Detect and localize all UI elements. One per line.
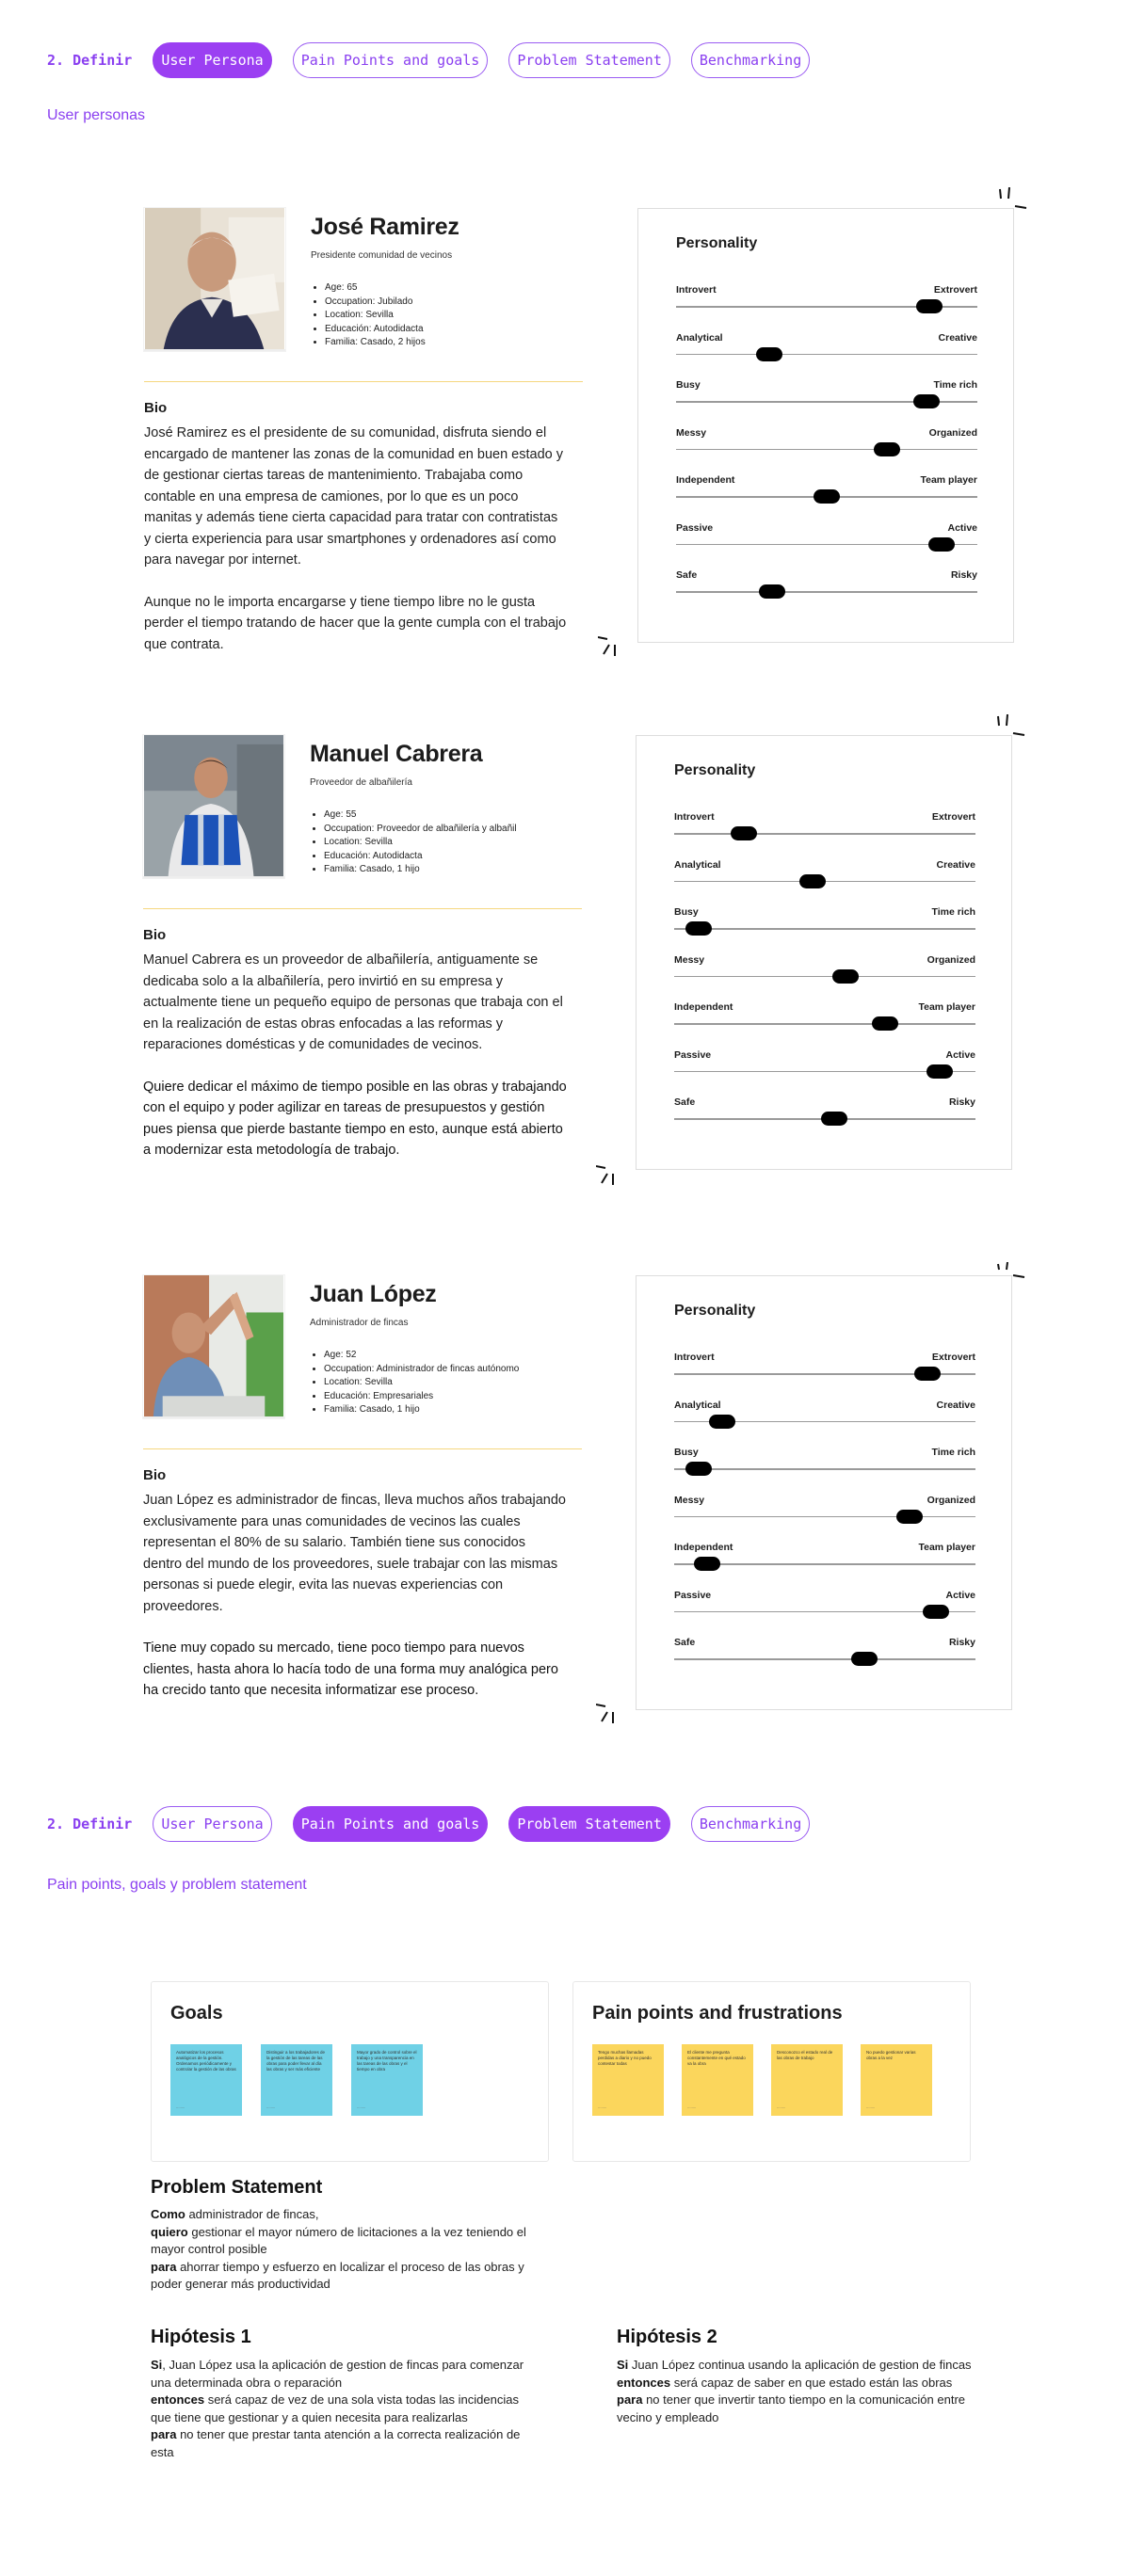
sticky-note	[682, 2044, 753, 2116]
pain-points-board	[572, 1981, 971, 2162]
trait-slider	[676, 284, 977, 312]
trait-track	[674, 976, 975, 978]
note-footer: ········	[687, 2106, 697, 2110]
persona-name: José Ramirez	[311, 214, 459, 240]
tab-user-persona[interactable]: User Persona	[153, 42, 271, 78]
sticky-note	[170, 2044, 242, 2116]
trait-left-label: Messy	[676, 426, 707, 439]
trait-knob	[814, 489, 840, 504]
trait-slider	[674, 859, 975, 888]
trait-knob	[685, 1462, 712, 1476]
spark-decoration	[598, 632, 636, 669]
trait-right-label: Time rich	[931, 906, 975, 918]
goals-board	[151, 1981, 549, 2162]
hypothesis-1-text	[151, 2357, 527, 2461]
trait-left-label: Busy	[676, 379, 701, 391]
note-text: El cliente me pregunta constantemente en qué estado va la obra	[687, 2050, 746, 2066]
trait-left-label: Safe	[674, 1637, 696, 1648]
sticky-note	[261, 2044, 332, 2116]
persona-role: Proveedor de albañilería	[310, 777, 412, 788]
personality-panel	[636, 735, 1012, 1170]
personality-title: Personality	[674, 1303, 756, 1319]
trait-knob	[916, 299, 943, 313]
trait-slider	[674, 1495, 975, 1523]
bio-text	[143, 950, 567, 1161]
note-text: Desconozco el estado real de las obras de trabajo	[777, 2050, 833, 2060]
personality-title: Personality	[676, 235, 758, 251]
trait-slider	[676, 474, 977, 503]
trait-slider	[676, 522, 977, 551]
note-text: Mayor grado de control sobre el trabajo y una transparencia en las tareas de las obras y el tiempo en obra	[357, 2050, 417, 2072]
spark-decoration	[596, 1160, 634, 1198]
trait-slider	[674, 1001, 975, 1030]
trait-left-label: Independent	[676, 474, 735, 486]
tab-user-persona[interactable]: User Persona	[153, 1806, 271, 1842]
keyword: para	[151, 2259, 177, 2274]
statement-part: no tener que invertir tanto tiempo en la comunicación entre vecino y empleado	[617, 2392, 966, 2424]
persona-role: Presidente comunidad de vecinos	[311, 250, 453, 261]
trait-slider	[674, 1447, 975, 1475]
trait-left-label: Analytical	[674, 1399, 721, 1411]
note-footer: ········	[176, 2106, 185, 2110]
persona-facts	[325, 281, 426, 350]
trait-knob	[694, 1557, 720, 1571]
trait-track	[674, 1023, 975, 1025]
trait-right-label: Creative	[936, 1399, 975, 1411]
trait-knob	[799, 874, 826, 888]
bio-paragraph: Juan López es administrador de fincas, lleva muchos años trabajando exclusivamente para unas comunidades de vecinos las cuales representan el 80% de su salario. También tiene sus conocidos dentro del mundo de los proveedores, suele trabajar con las mismas personas si puede elegir, evita las nuevas experiencias con proveedores.	[143, 1493, 566, 1614]
nav-bar-top	[47, 42, 830, 78]
trait-knob	[896, 1510, 923, 1524]
trait-left-label: Independent	[674, 1001, 733, 1013]
trait-knob	[731, 826, 757, 840]
divider	[143, 1448, 582, 1449]
sticky-note	[771, 2044, 843, 2116]
trait-knob	[923, 1605, 949, 1619]
bio-paragraph: José Ramirez es el presidente de su comunidad, disfruta siendo el encargado de mantener las zonas de la comunidad en buen estado y de gestionar ciertas tareas de mantenimiento. Trabajaba como contable en una empresa de camiones, por lo que es un poco manitas y además tiene cierta capacidad para tratar con contratistas y cierta experiencia para usar smartphones y ordenadores así como para navegar por internet.	[144, 425, 563, 568]
trait-knob	[928, 537, 955, 552]
keyword: Si	[151, 2358, 163, 2372]
persona-role: Administrador de fincas	[310, 1318, 409, 1328]
hypothesis-2-text	[617, 2357, 993, 2426]
trait-slider	[676, 569, 977, 598]
bio-heading: Bio	[143, 927, 167, 943]
trait-slider	[674, 811, 975, 840]
avatar	[143, 735, 284, 878]
trait-left-label: Busy	[674, 1447, 699, 1458]
fact-item: • Occupation: Jubilado	[325, 296, 426, 310]
keyword: entonces	[617, 2375, 671, 2390]
bio-paragraph: Quiere dedicar el máximo de tiempo posible en las obras y trabajando con el equipo y poder agilizar en tareas de presupuestos y gestión pues piensa que pierde bastante tiempo en esto, aunque está abierto a modernizar esta metodología de trabajo.	[143, 1079, 567, 1158]
bio-heading: Bio	[143, 1467, 167, 1483]
note-footer: ········	[777, 2106, 786, 2110]
persona-facts	[324, 1349, 519, 1417]
goals-title: Goals	[170, 2003, 223, 2024]
trait-right-label: Organized	[927, 953, 975, 966]
problem-statement-text	[151, 2206, 537, 2294]
avatar	[144, 208, 285, 351]
trait-slider	[674, 1352, 975, 1380]
fact-item: • Familia: Casado, 2 hijos	[325, 336, 426, 350]
fact-item: • Educación: Autodidacta	[324, 850, 517, 864]
trait-knob	[709, 1415, 735, 1429]
note-text: Automatizar los procesos analógicos de la gestión. Ordenamos periódicamente y controlar la gestión de las obras	[176, 2050, 236, 2072]
trait-right-label: Organized	[928, 426, 977, 439]
trait-slider	[674, 954, 975, 983]
tab-benchmarking[interactable]: Benchmarking	[691, 42, 810, 78]
tab-problem-statement[interactable]: Problem Statement	[508, 1806, 670, 1842]
trait-track	[674, 833, 975, 835]
trait-left-label: Introvert	[676, 284, 717, 296]
trait-track	[676, 354, 977, 356]
trait-slider	[674, 1096, 975, 1125]
trait-slider	[674, 906, 975, 935]
trait-slider	[676, 379, 977, 408]
fact-item: • Location: Sevilla	[325, 309, 426, 323]
tab-problem-statement[interactable]: Problem Statement	[508, 42, 670, 78]
trait-right-label: Active	[945, 1589, 975, 1601]
trait-knob	[874, 442, 900, 456]
trait-knob	[914, 1367, 941, 1381]
trait-knob	[832, 969, 859, 984]
trait-slider	[674, 1590, 975, 1618]
statement-part: ahorrar tiempo y esfuerzo en localizar el proceso de las obras y poder generar más productividad	[151, 2259, 524, 2291]
trait-track	[674, 1468, 975, 1470]
nav-bar-bottom	[47, 1806, 830, 1842]
statement-part: , Juan López usa la aplicación de gestion de fincas para comenzar una determinada obra o reparación	[151, 2358, 524, 2390]
sticky-note	[861, 2044, 932, 2116]
tab-pain-points[interactable]: Pain Points and goals	[293, 1806, 489, 1842]
bio-paragraph: Tiene muy copado su mercado, tiene poco tiempo para nuevos clientes, hasta ahora lo hacía todo de una forma muy analógica pero ha crecido tanto que necesita informatizar ese proceso.	[143, 1640, 558, 1698]
statement-part: será capaz de saber en que estado están las obras	[670, 2375, 953, 2390]
trait-left-label: Safe	[676, 569, 698, 581]
trait-left-label: Passive	[676, 521, 714, 534]
trait-track	[674, 1658, 975, 1660]
trait-knob	[872, 1016, 898, 1031]
note-text: No puedo gestionar varias obras a la vez	[866, 2050, 916, 2060]
note-text: Tengo muchas llamadas perdidas a diario y no puedo contestar todas	[598, 2050, 652, 2066]
keyword: quiero	[151, 2224, 188, 2239]
bio-paragraph: Manuel Cabrera es un proveedor de albañilería, antiguamente se dedicaba solo a la albañilería, pero invirtió en su empresa y actualmente tiene un pequeño equipo de personas que trabaja con el en la realización de estas obras enfocadas a las reformas y reparaciones domésticas y de comunidades de vecinos.	[143, 952, 563, 1052]
trait-left-label: Analytical	[674, 858, 721, 871]
bio-text	[144, 423, 568, 655]
trait-knob	[759, 584, 785, 599]
trait-slider	[676, 427, 977, 456]
persona-name: Manuel Cabrera	[310, 741, 483, 767]
note-footer: ········	[866, 2106, 876, 2110]
section-title-pain-points: Pain points, goals y problem statement	[47, 1877, 307, 1893]
trait-knob	[927, 1064, 953, 1079]
tab-benchmarking[interactable]: Benchmarking	[691, 1806, 810, 1842]
trait-right-label: Creative	[936, 858, 975, 871]
fact-item: • Location: Sevilla	[324, 1376, 519, 1390]
fact-item: • Age: 55	[324, 808, 517, 823]
personality-panel	[636, 1275, 1012, 1710]
trait-slider	[674, 1049, 975, 1078]
avatar	[143, 1275, 284, 1418]
trait-track	[676, 591, 977, 593]
trait-right-label: Team player	[918, 1001, 975, 1013]
pain-points-title: Pain points and frustrations	[592, 2003, 843, 2024]
bio-heading: Bio	[144, 400, 168, 416]
trait-knob	[685, 921, 712, 936]
trait-right-label: Active	[947, 521, 977, 534]
trait-slider	[674, 1542, 975, 1570]
fact-item: • Educación: Empresariales	[324, 1390, 519, 1404]
hypothesis-2-title: Hipótesis 2	[617, 2327, 717, 2347]
keyword: para	[617, 2392, 643, 2407]
persona-facts	[324, 808, 517, 877]
statement-part: no tener que prestar tanta atención a la correcta realización de esta	[151, 2427, 521, 2459]
trait-right-label: Extrovert	[933, 284, 977, 296]
personality-panel	[637, 208, 1014, 643]
fact-item: • Educación: Autodidacta	[325, 323, 426, 337]
note-text: Distinguir a los trabajadores de la gestión de las tareas de las obras para poder llevar al día las obras y ser más eficiente	[266, 2050, 326, 2072]
fact-item: • Familia: Casado, 1 hijo	[324, 863, 517, 877]
trait-left-label: Independent	[674, 1542, 733, 1553]
trait-right-label: Creative	[938, 331, 977, 344]
bio-text	[143, 1490, 567, 1702]
keyword: Si	[617, 2358, 629, 2372]
trait-left-label: Passive	[674, 1048, 712, 1061]
keyword: Como	[151, 2207, 185, 2221]
trait-knob	[756, 347, 782, 361]
problem-statement-title: Problem Statement	[151, 2177, 323, 2198]
statement-part: gestionar el mayor número de licitaciones a la vez teniendo el mayor control posible	[151, 2224, 526, 2256]
trait-slider	[674, 1637, 975, 1665]
trait-right-label: Risky	[948, 1637, 975, 1648]
statement-part: será capaz de vez de una sola vista todas las incidencias que tiene que gestionar y a quien necesita para realizarlas	[151, 2392, 519, 2424]
hypothesis-1-title: Hipótesis 1	[151, 2327, 251, 2347]
trait-right-label: Time rich	[931, 1447, 975, 1458]
fact-item: • Location: Sevilla	[324, 836, 517, 850]
keyword: entonces	[151, 2392, 205, 2407]
trait-left-label: Messy	[674, 953, 705, 966]
trait-right-label: Extrovert	[931, 1352, 975, 1363]
trait-right-label: Team player	[918, 1542, 975, 1553]
section-title-personas: User personas	[47, 107, 146, 123]
trait-left-label: Passive	[674, 1589, 712, 1601]
spark-decoration	[994, 714, 1032, 752]
spark-decoration	[996, 187, 1034, 225]
trait-left-label: Introvert	[674, 1352, 715, 1363]
divider	[144, 381, 583, 382]
fact-item: • Age: 52	[324, 1349, 519, 1363]
trait-knob	[821, 1112, 847, 1126]
trait-knob	[851, 1652, 878, 1666]
note-footer: ········	[598, 2106, 607, 2110]
trait-right-label: Organized	[927, 1494, 975, 1506]
trait-left-label: Analytical	[676, 331, 723, 344]
tab-pain-points[interactable]: Pain Points and goals	[293, 42, 489, 78]
trait-right-label: Extrovert	[931, 811, 975, 823]
divider	[143, 908, 582, 909]
fact-item: • Familia: Casado, 1 hijo	[324, 1403, 519, 1417]
trait-track	[674, 1516, 975, 1518]
trait-knob	[913, 394, 940, 408]
trait-right-label: Active	[945, 1048, 975, 1061]
trait-left-label: Busy	[674, 906, 699, 918]
trait-left-label: Safe	[674, 1096, 696, 1108]
trait-right-label: Time rich	[933, 379, 977, 391]
statement-part: administrador de fincas,	[185, 2207, 319, 2221]
trait-right-label: Risky	[950, 569, 977, 581]
persona-name: Juan López	[310, 1281, 437, 1307]
note-footer: ········	[266, 2106, 276, 2110]
trait-track	[676, 449, 977, 451]
fact-item: • Occupation: Administrador de fincas autónomo	[324, 1363, 519, 1377]
bio-paragraph: Aunque no le importa encargarse y tiene tiempo libre no le gusta perder el tiempo tratando de hacer que la gente cumpla con el trabajo que contrata.	[144, 594, 567, 652]
trait-right-label: Team player	[920, 474, 977, 486]
keyword: para	[151, 2427, 177, 2441]
sticky-note	[592, 2044, 664, 2116]
trait-right-label: Risky	[948, 1096, 975, 1108]
fact-item: • Occupation: Proveedor de albañilería y albañil	[324, 823, 517, 837]
spark-decoration	[596, 1699, 634, 1736]
trait-track	[674, 928, 975, 930]
fact-item: • Age: 65	[325, 281, 426, 296]
nav-prefix: 2. Definir	[47, 1816, 133, 1832]
statement-part: Juan López continua usando la aplicación de gestion de fincas	[628, 2358, 972, 2372]
trait-slider	[676, 332, 977, 360]
nav-prefix: 2. Definir	[47, 52, 133, 69]
note-footer: ········	[357, 2106, 366, 2110]
trait-slider	[674, 1400, 975, 1428]
trait-left-label: Introvert	[674, 811, 715, 823]
spark-decoration	[994, 1262, 1032, 1300]
trait-left-label: Messy	[674, 1494, 705, 1506]
sticky-note	[351, 2044, 423, 2116]
personality-title: Personality	[674, 762, 756, 778]
